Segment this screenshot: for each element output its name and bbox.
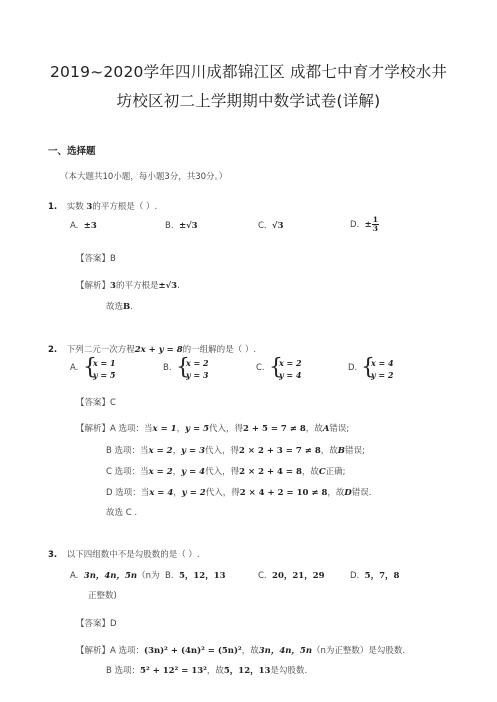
question-3-option-a-continued: 正整数) [88, 591, 117, 601]
question-1-answer: 【答案】B [76, 254, 116, 264]
question-1-conclusion: 故选B. [106, 302, 133, 312]
question-2-option-d-system: { x = 4 y = 2 [361, 355, 394, 380]
question-2-analysis-a: 【解析】A 选项：当x = 1，y = 5代入，得2 + 5 = 7 ≠ 8，故A错误; [76, 424, 350, 434]
question-3-stem: 3. 以下四组数中不是勾股数的是（ ）. [48, 550, 200, 560]
document-title-line-1: 2019~2020学年四川成都锦江区 成都七中育才学校水井 [49, 63, 448, 81]
question-3-analysis-a: 【解析】A 选项：(3n)² + (4n)² = (5n)²，故3n，4n，5n（n为正整数）是勾股数. [76, 646, 406, 656]
question-2-option-a-system: { x = 1 y = 5 [83, 355, 116, 380]
question-3-answer: 【答案】D [76, 619, 117, 629]
question-3-option-d: D. 5，7，8 [350, 571, 400, 581]
question-2-option-c-system: { x = 2 y = 4 [269, 355, 302, 380]
question-1-option-c: C. √3 [258, 221, 284, 231]
question-2-option-b-label: B. [163, 363, 172, 373]
question-2-stem: 2. 下列二元一次方程2x + y = 8的一组解的是（ ）. [48, 345, 257, 355]
document-title-line-2: 坊校区初二上学期期中数学试卷(详解) [116, 92, 381, 110]
question-2-analysis-b: B 选项：当x = 2，y = 3代入，得2 × 2 + 3 = 7 ≠ 8，故B错误; [106, 446, 365, 456]
question-1-option-a: A. ±3 [70, 221, 97, 231]
question-1-analysis: 【解析】3的平方根是±√3. [76, 281, 180, 291]
question-2-option-a-label: A. [70, 363, 79, 373]
question-number: 1. [48, 202, 58, 212]
question-2-answer: 【答案】C [76, 398, 116, 408]
question-2-option-b-system: { x = 2 y = 3 [176, 355, 209, 380]
question-3-option-a: A. 3n，4n，5n（n为 [70, 571, 160, 581]
question-1-stem: 1. 实数 3的平方根是（ ）. [48, 202, 158, 212]
question-number: 2. [48, 345, 58, 355]
question-2-option-d-label: D. [348, 363, 358, 373]
question-3-option-b: B. 5，12，13 [165, 571, 226, 581]
section-note: （本大题共10小题，每小题3分，共30分。） [60, 172, 228, 182]
section-heading: 一、选择题 [48, 146, 96, 157]
question-2-analysis-d: D 选项：当x = 4，y = 2代入，得2 × 4 + 2 = 10 ≠ 8，故D错误. [106, 488, 372, 498]
question-2-conclusion: 故选 C . [106, 508, 138, 518]
fraction-one-third: $\frac{1}{3}$ [372, 215, 378, 233]
question-2-analysis-c: C 选项：当x = 2，y = 4代入，得2 × 2 + 4 = 8，故C正确; [106, 467, 346, 477]
question-1-option-b: B. ±√3 [165, 221, 198, 231]
question-3-option-c: C. 20，21，29 [258, 571, 325, 581]
question-number: 3. [48, 550, 58, 560]
question-3-analysis-b: B 选项：5² + 12² = 13²，故5，12，13是勾股数. [106, 666, 308, 676]
question-1-option-d: D. ± $\frac{1}{3}$ [350, 215, 378, 233]
question-2-option-c-label: C. [256, 363, 265, 373]
